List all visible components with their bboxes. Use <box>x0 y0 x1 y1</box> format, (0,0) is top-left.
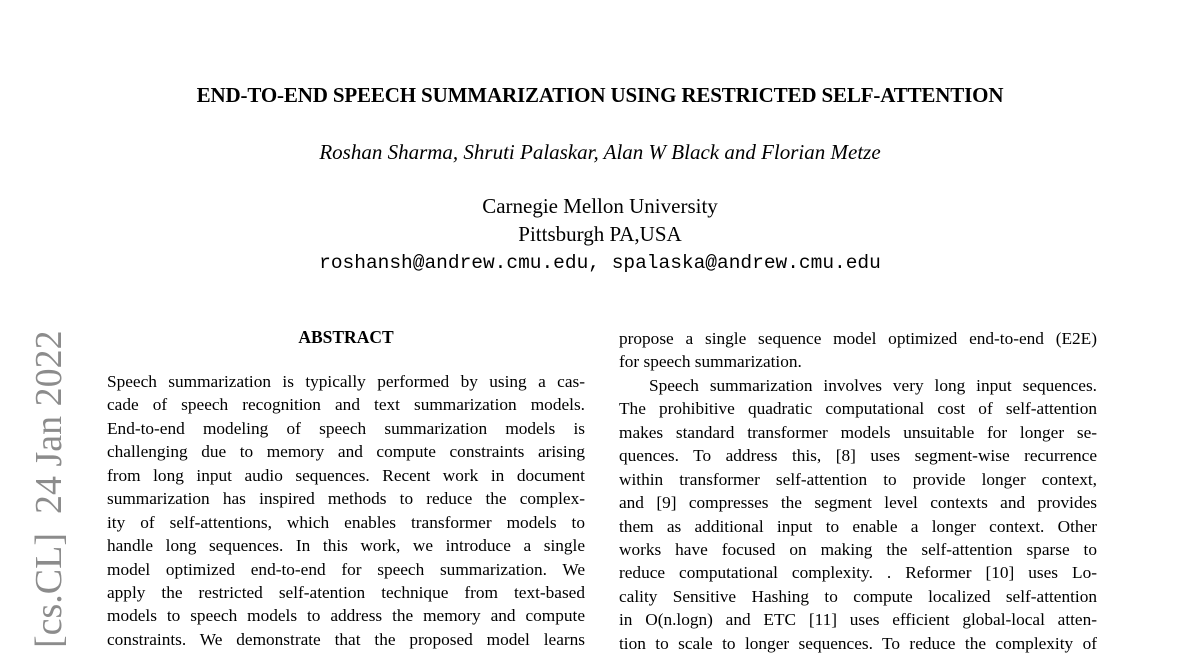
abstract-heading: ABSTRACT <box>298 327 394 347</box>
abstract-line: cade of speech recognition and text summarization models. <box>107 395 585 415</box>
abstract-line: ity of self-attentions, which enables transformer models to <box>107 512 585 532</box>
body-line: The prohibitive quadratic computational cost of self-attention <box>619 399 1097 419</box>
abstract-line: Speech summarization is typically performed by using a cas- <box>107 372 585 391</box>
body-line: and [9] compresses the segment level contexts and provides <box>619 493 1097 513</box>
paper-title: END-TO-END SPEECH SUMMARIZATION USING RESTRICTED SELF-ATTENTION <box>196 83 1004 107</box>
abstract-line: from long input audio sequences. Recent work in document <box>107 465 585 485</box>
body-line: tion to scale to longer sequences. To reduce the complexity of <box>619 633 1097 653</box>
body-line: quences. To address this, [8] uses segment-wise recurrence <box>619 446 1097 466</box>
abstract-line: apply the restricted self-atention technique from text-based <box>107 582 585 602</box>
body-line: in O(n.logn) and ETC [11] uses efficient global-local atten- <box>619 610 1097 630</box>
body-line: makes standard transformer models unsuitable for longer se- <box>619 422 1097 442</box>
body-line: Speech summarization involves very long input sequences. <box>649 375 1097 395</box>
abstract-line: models to speech models to address the memory and compute <box>107 606 585 626</box>
abstract-body <box>107 370 585 651</box>
arxiv-side-stamp: [cs.CL] 24 Jan 2022 <box>28 330 70 648</box>
author-emails: roshansh@andrew.cmu.edu, spalaska@andrew.cmu.edu <box>319 252 881 274</box>
body-line: reduce computational complexity. . Reformer [10] uses Lo- <box>619 563 1097 583</box>
body-line: propose a single sequence model optimized end-to-end (E2E) <box>619 329 1097 348</box>
body-line: within transformer self-attention to provide longer context, <box>619 469 1097 489</box>
body-line: them as additional input to enable a longer context. Other <box>619 516 1097 536</box>
affiliation-location: Pittsburgh PA,USA <box>518 222 682 246</box>
abstract-line: constraints. We demonstrate that the proposed model learns <box>107 629 585 649</box>
abstract-line: End-to-end modeling of speech summarization models is <box>107 418 585 438</box>
abstract-line: model optimized end-to-end for speech summarization. We <box>107 559 585 579</box>
abstract-line: summarization has inspired methods to reduce the complex- <box>107 489 585 509</box>
abstract-line: challenging due to memory and compute constraints arising <box>107 442 585 462</box>
abstract-line: handle long sequences. In this work, we introduce a single <box>107 536 585 556</box>
author-list: Roshan Sharma, Shruti Palaskar, Alan W Black and Florian Metze <box>319 140 881 164</box>
body-line: cality Sensitive Hashing to compute localized self-attention <box>619 586 1097 606</box>
intro-body <box>619 327 1097 655</box>
body-line: works have focused on making the self-attention sparse to <box>619 539 1097 559</box>
affiliation-university: Carnegie Mellon University <box>482 194 718 218</box>
body-line: for speech summarization. <box>619 352 802 372</box>
